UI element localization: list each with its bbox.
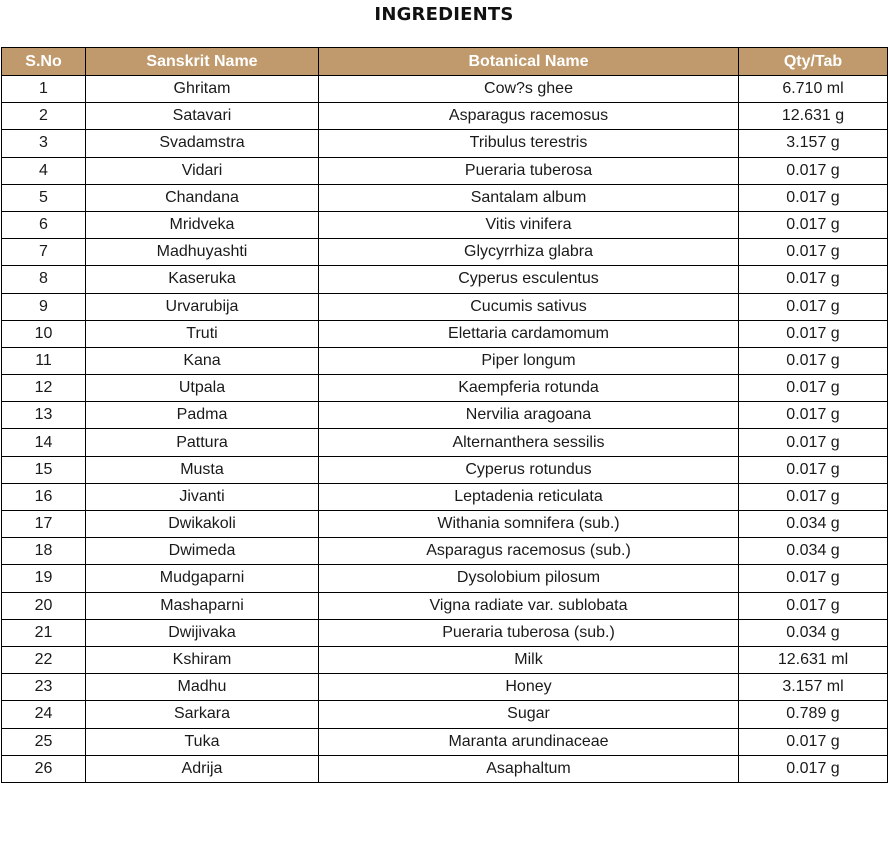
cell-qty-per-tab: 0.017 g [739, 375, 888, 402]
table-row [2, 157, 888, 184]
cell-sno: 13 [2, 402, 86, 429]
cell-botanical-name: Piper longum [319, 347, 739, 374]
cell-sanskrit-name: Mashaparni [86, 592, 319, 619]
cell-sanskrit-name: Pattura [86, 429, 319, 456]
cell-sanskrit-name: Kshiram [86, 646, 319, 673]
cell-botanical-name: Tribulus terestris [319, 130, 739, 157]
cell-sanskrit-name: Mudgaparni [86, 565, 319, 592]
cell-sanskrit-name: Musta [86, 456, 319, 483]
cell-sno: 10 [2, 320, 86, 347]
cell-botanical-name: Santalam album [319, 184, 739, 211]
cell-sno: 9 [2, 293, 86, 320]
cell-sno: 26 [2, 755, 86, 782]
cell-botanical-name: Cyperus rotundus [319, 456, 739, 483]
cell-sanskrit-name: Utpala [86, 375, 319, 402]
table-row [2, 375, 888, 402]
table-row [2, 456, 888, 483]
cell-qty-per-tab: 0.017 g [739, 347, 888, 374]
cell-sanskrit-name: Adrija [86, 755, 319, 782]
cell-sanskrit-name: Vidari [86, 157, 319, 184]
cell-sanskrit-name: Ghritam [86, 76, 319, 103]
cell-sno: 15 [2, 456, 86, 483]
cell-botanical-name: Cow?s ghee [319, 76, 739, 103]
cell-sno: 19 [2, 565, 86, 592]
column-header-qty-per-tab: Qty/Tab [739, 48, 888, 76]
table-row [2, 728, 888, 755]
ingredients-table [1, 47, 888, 783]
cell-botanical-name: Milk [319, 646, 739, 673]
table-body [2, 76, 888, 783]
cell-botanical-name: Vigna radiate var. sublobata [319, 592, 739, 619]
cell-sanskrit-name: Madhuyashti [86, 239, 319, 266]
cell-botanical-name: Cyperus esculentus [319, 266, 739, 293]
cell-botanical-name: Asaphaltum [319, 755, 739, 782]
table-row [2, 511, 888, 538]
table-row [2, 293, 888, 320]
table-row [2, 538, 888, 565]
cell-botanical-name: Vitis vinifera [319, 211, 739, 238]
cell-qty-per-tab: 3.157 ml [739, 674, 888, 701]
column-header-botanical-name: Botanical Name [319, 48, 739, 76]
header-row [2, 48, 888, 76]
cell-sanskrit-name: Dwikakoli [86, 511, 319, 538]
cell-sanskrit-name: Svadamstra [86, 130, 319, 157]
column-header-sno: S.No [2, 48, 86, 76]
cell-sno: 23 [2, 674, 86, 701]
cell-sno: 22 [2, 646, 86, 673]
cell-sanskrit-name: Urvarubija [86, 293, 319, 320]
table-row [2, 592, 888, 619]
cell-sno: 14 [2, 429, 86, 456]
cell-sanskrit-name: Tuka [86, 728, 319, 755]
cell-botanical-name: Honey [319, 674, 739, 701]
cell-qty-per-tab: 12.631 ml [739, 646, 888, 673]
cell-qty-per-tab: 12.631 g [739, 103, 888, 130]
cell-botanical-name: Elettaria cardamomum [319, 320, 739, 347]
table-row [2, 130, 888, 157]
cell-qty-per-tab: 0.017 g [739, 239, 888, 266]
cell-botanical-name: Sugar [319, 701, 739, 728]
cell-qty-per-tab: 0.017 g [739, 266, 888, 293]
cell-sno: 8 [2, 266, 86, 293]
cell-sno: 25 [2, 728, 86, 755]
cell-qty-per-tab: 0.017 g [739, 211, 888, 238]
cell-sno: 1 [2, 76, 86, 103]
cell-sanskrit-name: Dwijivaka [86, 619, 319, 646]
cell-botanical-name: Nervilia aragoana [319, 402, 739, 429]
cell-sanskrit-name: Chandana [86, 184, 319, 211]
cell-qty-per-tab: 0.017 g [739, 728, 888, 755]
cell-qty-per-tab: 0.017 g [739, 320, 888, 347]
table-row [2, 755, 888, 782]
table-row [2, 211, 888, 238]
cell-sanskrit-name: Jivanti [86, 483, 319, 510]
cell-sanskrit-name: Mridveka [86, 211, 319, 238]
cell-sno: 2 [2, 103, 86, 130]
table-row [2, 184, 888, 211]
cell-sno: 16 [2, 483, 86, 510]
cell-sno: 5 [2, 184, 86, 211]
table-header [2, 48, 888, 76]
table-row [2, 239, 888, 266]
cell-qty-per-tab: 0.034 g [739, 619, 888, 646]
cell-sanskrit-name: Kaseruka [86, 266, 319, 293]
cell-botanical-name: Cucumis sativus [319, 293, 739, 320]
cell-botanical-name: Withania somnifera (sub.) [319, 511, 739, 538]
table-row [2, 701, 888, 728]
cell-sno: 7 [2, 239, 86, 266]
cell-qty-per-tab: 0.017 g [739, 429, 888, 456]
cell-qty-per-tab: 0.017 g [739, 184, 888, 211]
cell-botanical-name: Pueraria tuberosa (sub.) [319, 619, 739, 646]
cell-sanskrit-name: Truti [86, 320, 319, 347]
column-header-sanskrit-name: Sanskrit Name [86, 48, 319, 76]
cell-botanical-name: Pueraria tuberosa [319, 157, 739, 184]
cell-qty-per-tab: 0.017 g [739, 157, 888, 184]
page-title: INGREDIENTS [374, 4, 514, 25]
table-row [2, 76, 888, 103]
cell-qty-per-tab: 0.017 g [739, 592, 888, 619]
cell-qty-per-tab: 0.017 g [739, 402, 888, 429]
table-row [2, 103, 888, 130]
cell-botanical-name: Dysolobium pilosum [319, 565, 739, 592]
table-row [2, 402, 888, 429]
cell-qty-per-tab: 0.034 g [739, 511, 888, 538]
cell-sanskrit-name: Kana [86, 347, 319, 374]
cell-qty-per-tab: 0.034 g [739, 538, 888, 565]
cell-sno: 18 [2, 538, 86, 565]
cell-sanskrit-name: Sarkara [86, 701, 319, 728]
cell-sno: 3 [2, 130, 86, 157]
cell-sanskrit-name: Madhu [86, 674, 319, 701]
table-row [2, 619, 888, 646]
cell-botanical-name: Asparagus racemosus [319, 103, 739, 130]
cell-sanskrit-name: Padma [86, 402, 319, 429]
cell-sno: 21 [2, 619, 86, 646]
cell-sno: 17 [2, 511, 86, 538]
cell-botanical-name: Leptadenia reticulata [319, 483, 739, 510]
cell-qty-per-tab: 0.017 g [739, 456, 888, 483]
cell-sno: 6 [2, 211, 86, 238]
cell-qty-per-tab: 0.017 g [739, 483, 888, 510]
cell-botanical-name: Kaempferia rotunda [319, 375, 739, 402]
table-row [2, 347, 888, 374]
cell-qty-per-tab: 0.017 g [739, 293, 888, 320]
cell-sno: 12 [2, 375, 86, 402]
cell-qty-per-tab: 0.789 g [739, 701, 888, 728]
cell-sno: 20 [2, 592, 86, 619]
table-row [2, 483, 888, 510]
cell-qty-per-tab: 6.710 ml [739, 76, 888, 103]
cell-sanskrit-name: Satavari [86, 103, 319, 130]
cell-botanical-name: Glycyrrhiza glabra [319, 239, 739, 266]
table-row [2, 266, 888, 293]
table-row [2, 429, 888, 456]
cell-qty-per-tab: 0.017 g [739, 565, 888, 592]
table-row [2, 646, 888, 673]
cell-botanical-name: Asparagus racemosus (sub.) [319, 538, 739, 565]
cell-botanical-name: Maranta arundinaceae [319, 728, 739, 755]
cell-qty-per-tab: 3.157 g [739, 130, 888, 157]
cell-qty-per-tab: 0.017 g [739, 755, 888, 782]
table-row [2, 320, 888, 347]
cell-sanskrit-name: Dwimeda [86, 538, 319, 565]
cell-sno: 24 [2, 701, 86, 728]
table-row [2, 565, 888, 592]
cell-sno: 4 [2, 157, 86, 184]
table-row [2, 674, 888, 701]
cell-botanical-name: Alternanthera sessilis [319, 429, 739, 456]
cell-sno: 11 [2, 347, 86, 374]
